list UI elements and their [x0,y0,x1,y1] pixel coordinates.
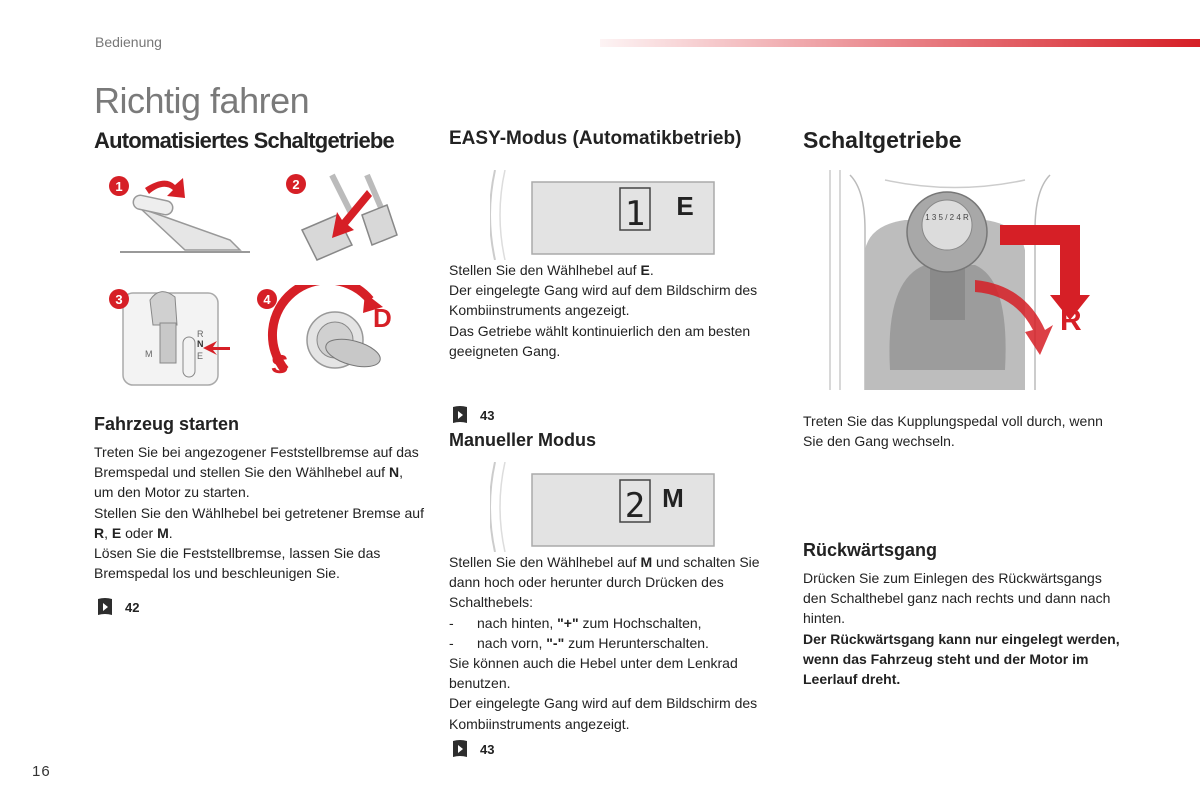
book-ref-icon [95,597,115,617]
heading-manual-gearbox: Schaltgetriebe [803,127,962,153]
handbrake-illustration [105,170,265,260]
manual-mode-letter: M [662,483,684,513]
heading-manual-mode: Manueller Modus [449,430,597,450]
section-label: Bedienung [95,34,162,50]
svg-text:N: N [197,339,204,349]
start-letter: S [271,349,289,379]
easy-mode-letter: E [676,191,694,221]
reverse-letter: R [1060,304,1082,337]
book-ref-icon [450,405,470,425]
manual-gear-digit: 2 [624,486,646,526]
step-1-label: 1 [115,179,123,194]
easy-mode-display [490,170,720,260]
step-2-label: 2 [292,177,300,192]
book-ref-icon [450,739,470,759]
easy-mode-text: Stellen Sie den Wählhebel auf E. Der eingelegte Gang wird auf dem Bildschirm des Kombiinstruments angezeigt. Das Getriebe wählt kontinuierlich den am besten geeigneten Gang. [449,262,758,359]
reverse-warning: Der Rückwärtsgang kann nur eingelegt werden, wenn das Fahrzeug steht und der Motor im Leerlauf dreht. [803,630,1120,688]
page-number: 16 [32,763,51,780]
drive-letter: D [373,303,392,333]
gear-pattern-label: 1 3 5 / 2 4 R [925,213,969,222]
brake-pedal-illustration [282,170,412,265]
page-ref-43-easy[interactable]: 43 [450,405,494,425]
svg-text:R: R [197,329,204,339]
page-ref-43-manual[interactable]: 43 [450,739,494,759]
manual-mode-display [490,462,720,552]
page-ref-42[interactable]: 42 [95,597,139,617]
page-title: Richtig fahren [94,80,310,121]
ignition-key-illustration [255,285,400,385]
reverse-gear-text: Drücken Sie zum Einlegen des Rückwärtsgangs den Schalthebel ganz nach rechts und dann nach hinten. Der Rückwärtsgang kann nur eingelegt werden, wenn das Fahrzeug steht und der Motor im Leerlauf dreht. [803,568,1123,689]
heading-automated-gearbox: Automatisiertes Schaltgetriebe [94,128,394,153]
gear-shift-illustration [825,170,1095,390]
selector-lever-illustration [105,285,235,390]
start-instructions: Treten Sie bei angezogener Feststellbremse auf das Bremspedal und stellen Sie den Wählhebel auf N, um den Motor zu starten. Stellen Sie den Wählhebel bei getretener Bremse auf R, E oder M. Lösen Sie die Feststellbremse, lassen Sie das Bremspedal los und beschleunigen Sie. [94,444,424,582]
clutch-text: Treten Sie das Kupplungspedal voll durch, wenn Sie den Gang wechseln. [803,413,1103,450]
easy-gear-digit: 1 [624,194,646,234]
heading-easy-mode: EASY-Modus (Automatikbetrieb) [449,128,742,149]
step-3-label: 3 [115,292,123,307]
header-accent-bar [600,39,1200,47]
manual-mode-text: Stellen Sie den Wählhebel auf M und schalten Sie dann hoch oder herunter durch Drücken des Schalthebels: - nach hinten, "+" zum Hochschalten, - nach vorn, "-" zum Herunterschalten. Sie können auch die Hebel unter dem Lenkrad benutzen. Der eingelegte Gang wird auf dem Bildschirm des Kombiinstruments angezeigt. [449,554,760,732]
step-4-label: 4 [263,292,271,307]
heading-start-vehicle: Fahrzeug starten [94,414,240,434]
svg-text:M: M [145,349,153,359]
heading-reverse-gear: Rückwärtsgang [803,540,938,560]
svg-text:E: E [197,351,204,361]
